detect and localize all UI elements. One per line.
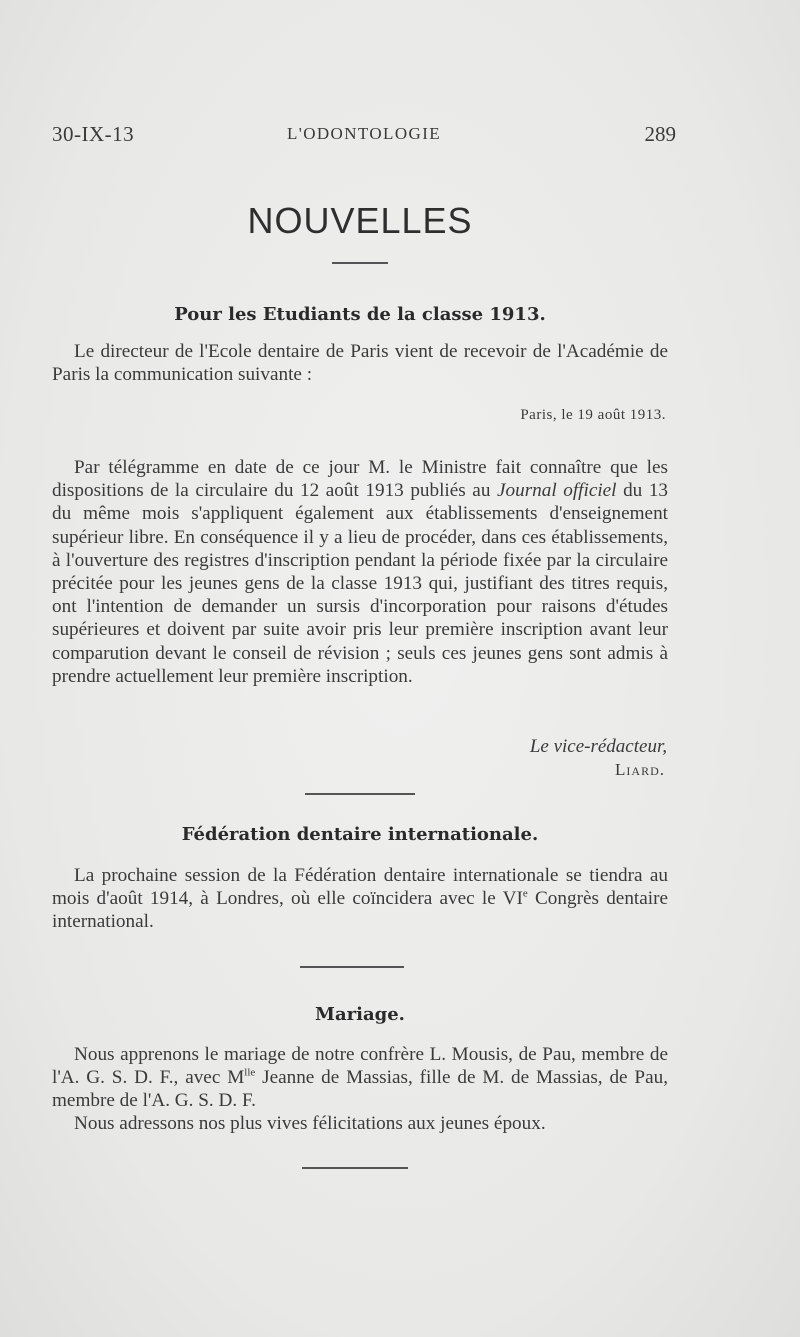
closing-rule (302, 1167, 408, 1169)
page-number: 289 (644, 122, 676, 146)
mariage-sup: lle (244, 1066, 256, 1079)
intro-paragraph: Le directeur de l'Ecole dentaire de Paris vient de recevoir de l'Académie de Paris la communication suivante : (52, 341, 668, 386)
section-heading-etudiants: Pour les Etudiants de la classe 1913. (174, 304, 546, 325)
section-rule-1 (305, 793, 415, 795)
circular-text-1: Par télégramme en date de ce jour M. le Ministre fait connaître que les dispositions de la circulaire du 12 août 1913 publiés au (52, 457, 668, 502)
signature-title: Le vice-rédacteur, (529, 736, 667, 757)
federation-paragraph (52, 864, 668, 934)
federation-sup: e (522, 887, 528, 900)
section-rule-2 (300, 966, 404, 968)
running-head (52, 122, 676, 152)
federation-text-1: La prochaine session de la Fédération dentaire internationale se tiendra au mois d'août 1914, à Londres, où elle coïncidera avec le VI (52, 865, 668, 910)
section-heading-mariage: Mariage. (315, 1004, 405, 1025)
felicitations-paragraph: Nous adressons nos plus vives félicitations aux jeunes époux. (74, 1113, 546, 1134)
section-heading-federation: Fédération dentaire internationale. (181, 824, 539, 845)
circular-text-2: du 13 du même mois s'appliquent également aux établissements d'enseignement supérieur libre. En conséquence il y a lieu de procéder, dans ces établissements, à l'ouverture des registres d'inscription pendant la période fixée par la circulaire précitée pour les jeunes gens de la classe 1913 qui, justifiant des titres requis, ont l'intention de demander un sursis d'incorporation pour raisons d'études supérieures et doivent par suite avoir pris leur première inscription avant leur comparution devant le conseil de révision ; seuls ces jeunes gens sont admis à prendre actuellement leur première inscription. (52, 480, 669, 687)
mariage-paragraph (52, 1043, 668, 1113)
title-rule (332, 262, 388, 264)
page-title: NOUVELLES (247, 200, 473, 241)
mariage-text-2: Jeanne de Massias, fille de M. de Massias, de Pau, membre de l'A. G. S. D. F. (52, 1067, 668, 1112)
journal-officiel: Journal officiel (496, 480, 617, 502)
federation-text-2: Congrès dentaire international. (52, 888, 668, 933)
dateline: Paris, le 19 août 1913. (520, 407, 666, 423)
signature-name: Liard. (615, 760, 665, 779)
issue-date: 30-IX-13 (52, 122, 135, 146)
circular-paragraph (52, 456, 668, 688)
mariage-text-1: Nous apprenons le mariage de notre confrère L. Mousis, de Pau, membre de l'A. G. S. D. F., avec M (52, 1044, 668, 1089)
journal-name: L'ODONTOLOGIE (286, 124, 442, 143)
